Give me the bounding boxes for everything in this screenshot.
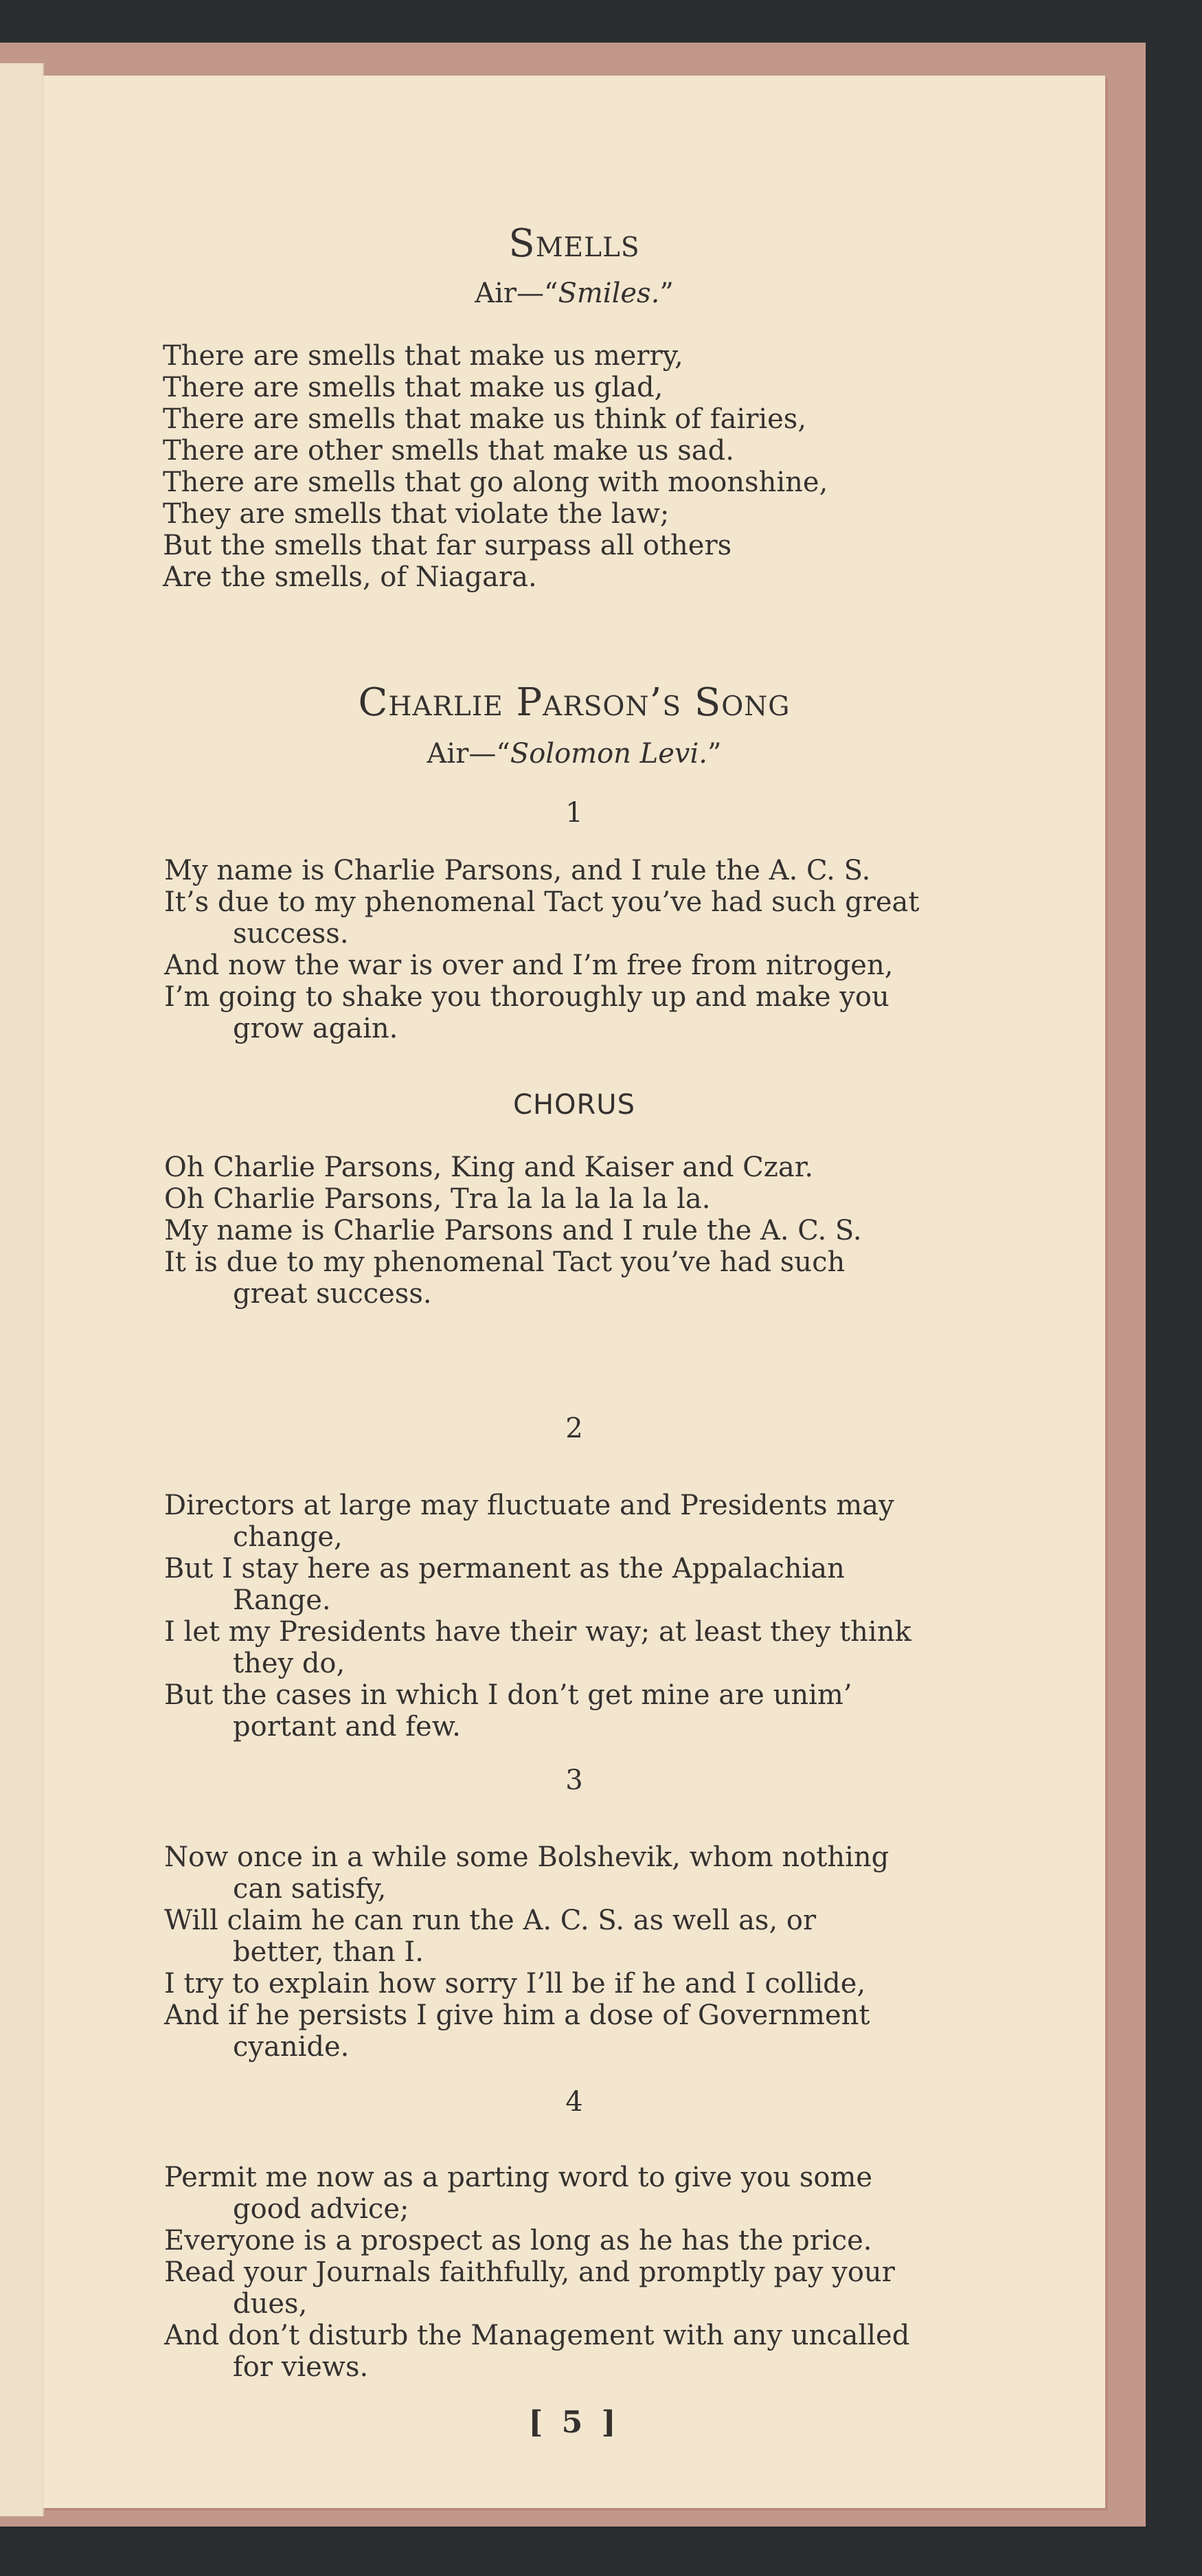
chorus-line: My name is Charlie Parsons and I rule the A. C. S. bbox=[164, 1215, 862, 1246]
chorus-line: It is due to my phenomenal Tact you’ve had such bbox=[164, 1246, 846, 1278]
smells-line: There are smells that make us merry, bbox=[163, 340, 683, 372]
verse-line-continued: change, bbox=[233, 1521, 343, 1553]
verse-line-continued: better, than I. bbox=[233, 1936, 424, 1968]
verse-line-continued: portant and few. bbox=[233, 1711, 461, 1743]
verse-line: Everyone is a prospect as long as he has the price. bbox=[164, 2225, 872, 2256]
smells-air-prefix: Air—“ bbox=[475, 278, 558, 309]
verse-line: I let my Presidents have their way; at least they think bbox=[164, 1616, 911, 1648]
verse-2 bbox=[164, 1490, 995, 1743]
verse-2-number: 2 bbox=[565, 1413, 583, 1444]
verse-line: Will claim he can run the A. C. S. as well as, or bbox=[164, 1905, 817, 1936]
verse-4 bbox=[164, 2162, 995, 2383]
verse-line: But the cases in which I don’t get mine are unim’ bbox=[164, 1679, 852, 1711]
smells-line: They are smells that violate the law; bbox=[163, 498, 670, 530]
smells-line: There are smells that make us glad, bbox=[163, 372, 664, 403]
chorus-line: Oh Charlie Parsons, King and Kaiser and Czar. bbox=[164, 1152, 814, 1183]
song-air-tune: Solomon Levi. bbox=[510, 738, 707, 770]
verse-line: Now once in a while some Bolshevik, whom nothing bbox=[164, 1841, 889, 1873]
smells-stanza bbox=[163, 340, 836, 593]
verse-line: And now the war is over and I’m free from nitrogen, bbox=[164, 950, 894, 981]
verse-line-continued: success. bbox=[233, 918, 349, 950]
song-air bbox=[43, 738, 1105, 770]
verse-line: My name is Charlie Parsons, and I rule the A. C. S. bbox=[164, 855, 871, 886]
chorus-line: Oh Charlie Parsons, Tra la la la la la la. bbox=[164, 1183, 711, 1215]
verse-line-continued: for views. bbox=[233, 2351, 369, 2383]
song-air-suffix: ” bbox=[707, 738, 722, 770]
song-air-prefix: Air—“ bbox=[427, 738, 510, 770]
verse-line: Read your Journals faithfully, and promptly pay your bbox=[164, 2256, 895, 2288]
verse-1-number: 1 bbox=[565, 797, 583, 829]
verse-4-number: 4 bbox=[565, 2086, 583, 2118]
verse-line-continued: Range. bbox=[233, 1584, 331, 1616]
verse-line-continued: can satisfy, bbox=[233, 1873, 387, 1905]
smells-line: There are smells that go along with moonshine, bbox=[163, 467, 828, 498]
smells-line: But the smells that far surpass all others bbox=[163, 530, 732, 561]
chorus-label: CHORUS bbox=[513, 1089, 635, 1121]
song-title: Charlie Parson’s Song bbox=[358, 680, 791, 725]
page-number: [ 5 ] bbox=[528, 2405, 620, 2440]
verse-line: But I stay here as permanent as the Appalachian bbox=[164, 1553, 845, 1584]
verse-line-continued: grow again. bbox=[233, 1013, 398, 1044]
verse-line: Directors at large may fluctuate and Presidents may bbox=[164, 1490, 894, 1521]
left-page-edge bbox=[0, 63, 44, 2516]
verse-line: And don’t disturb the Management with any uncalled bbox=[164, 2320, 910, 2351]
verse-1 bbox=[164, 855, 995, 1044]
verse-line-continued: they do, bbox=[233, 1648, 345, 1679]
smells-title: Smells bbox=[508, 221, 640, 266]
verse-line: And if he persists I give him a dose of Government bbox=[164, 2000, 870, 2031]
verse-3 bbox=[164, 1841, 995, 2063]
smells-line: There are other smells that make us sad. bbox=[163, 435, 734, 467]
smells-air bbox=[43, 278, 1105, 309]
chorus bbox=[164, 1152, 995, 1310]
verse-line-continued: dues, bbox=[233, 2288, 308, 2320]
verse-3-number: 3 bbox=[565, 1765, 583, 1796]
verse-line-continued: cyanide. bbox=[233, 2031, 350, 2063]
smells-air-suffix: ” bbox=[659, 278, 674, 309]
chorus-line-continued: great success. bbox=[233, 1278, 432, 1310]
smells-air-tune: Smiles. bbox=[558, 278, 660, 309]
smells-line: There are smells that make us think of fairies, bbox=[163, 403, 807, 435]
verse-line: I’m going to shake you thoroughly up and make you bbox=[164, 981, 889, 1013]
smells-line: Are the smells, of Niagara. bbox=[163, 561, 537, 593]
verse-line: I try to explain how sorry I’ll be if he and I collide, bbox=[164, 1968, 866, 2000]
verse-line: It’s due to my phenomenal Tact you’ve had such great bbox=[164, 886, 920, 918]
verse-line: Permit me now as a parting word to give you some bbox=[164, 2162, 873, 2193]
verse-line-continued: good advice; bbox=[233, 2193, 409, 2225]
page bbox=[43, 76, 1105, 2508]
